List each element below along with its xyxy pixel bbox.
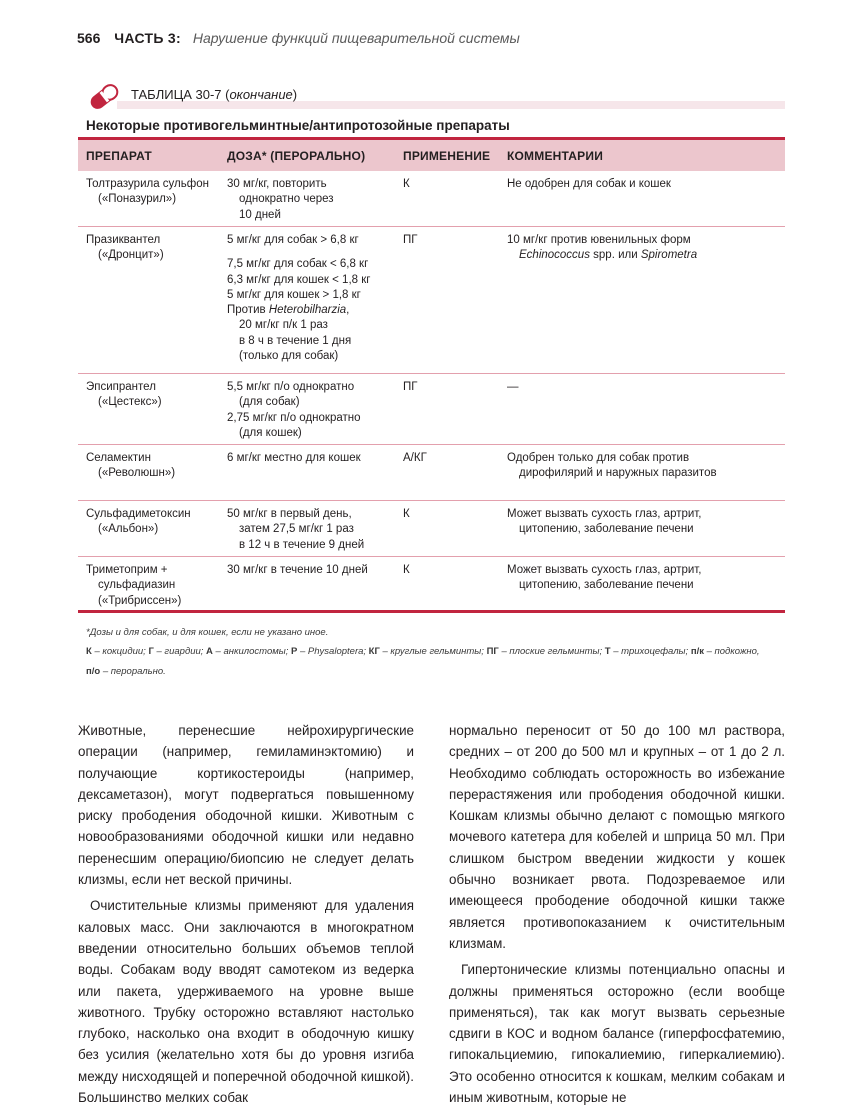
table-row-2-dose: 5 мг/кг для собак > 6,8 кг 7,5 мг/кг для собак < 6,8 кг 6,3 мг/кг для кошек < 1,8 кг 5 мг/кг для кошек > 1,8 кг Против Heterobilharzia, 20 мг/кг п/к 1 раз в 8 ч в течение 1 дня (только для собак) [227,234,371,363]
table-row-6-dose: 30 мг/кг в течение 10 дней [227,564,368,576]
table-row-3-use: ПГ [403,381,418,393]
body-paragraph: Очистительные клизмы применяют для удаления каловых масс. Они заключаются в многократном введении относительно больших объемов теплой воды. Собакам воду вводят самотеком из ведерка или пакета, удерживаемого на уровне выше животного. Трубку осторожно вставляют настолько глубоко, насколько она входит в ободочную кишку без усилия (желательно хотя бы до уровня изгиба между нисходящей и поперечной ободочной кишкой). Большинство мелких собак [78,898,414,1106]
table-row-5-comment: Может вызвать сухость глаз, артрит, цитопению, заболевание печени [507,508,702,536]
table-row-4-drug: Селамектин («Революшн») [86,452,176,480]
table-subtitle: Некоторые противогельминтные/антипротозойные препараты [86,118,510,133]
table-row-2-comment: 10 мг/кг против ювенильных форм Echinococcus spp. или Spirometra [507,234,698,262]
table-row-5-dose: 50 мг/кг в первый день, затем 27,5 мг/кг 1 раз в 12 ч в течение 9 дней [227,508,365,551]
running-header [77,30,520,46]
table-row-1-use: К [403,178,410,190]
table-row-2-use: ПГ [403,234,418,246]
table-row-6-drug: Триметоприм + сульфадиазин («Трибриссен») [86,564,182,607]
pill-icon [86,82,122,112]
row-separator [78,444,785,445]
body-column-left [78,720,414,1108]
body-paragraph: Животные, перенесшие нейрохирургические операции (например, гемиламинэктомию) и получающие кортикостероиды (например, дексаметазон), могут подвергаться повышенному риску прободения ободочной кишки. Животным с новообразованиями ободочной кишки или недавно перенесшим операцию/биопсию не следует делать клизмы, если нет веской причины. [78,723,414,888]
table-row-2-drug: Празиквантел («Дронцит») [86,234,164,262]
table-row-1-drug: Толтразурила сульфон («Поназурил») [86,178,209,206]
abbreviations-line-1: К – кокцидии; Г – гиардии; А – анкилостомы; Р – Physaloptera; КГ – круглые гельминты; ПГ – плоские гельминты; Т – трихоцефалы; п/к – подкожно, [86,646,760,657]
table-row-6-use: К [403,564,410,576]
row-separator [78,226,785,227]
column-header-use: ПРИМЕНЕНИЕ [403,149,491,163]
column-header-comments: КОММЕНТАРИИ [507,149,604,163]
table-row-4-use: А/КГ [403,452,427,464]
page-number: 566 [77,30,101,46]
body-paragraph: нормально переносит от 50 до 100 мл раствора, средних – от 200 до 500 мл и крупных – от 1 до 2 л. Необходимо соблюдать осторожность во избежание перерастяжения или прободения ободочной кишки. Кошкам клизмы обычно делают с помощью мягкого мочевого катетера для кобелей и шприца 50 мл. При слишком быстром введении жидкости у кошек обычно возникает рвота. Подозреваемое или имеющееся прободение ободочной кишки также является противопоказанием к очистительным клизмам. [449,723,785,951]
column-header-drug: ПРЕПАРАТ [86,149,152,163]
row-separator [78,556,785,557]
abbreviations-line-2: п/о – перорально. [86,666,166,677]
part-label: ЧАСТЬ 3: [114,30,181,46]
table-caption: ТАБЛИЦА 30-7 (окончание) [131,87,298,102]
table-row-4-comment: Одобрен только для собак против дирофилярий и наружных паразитов [507,452,717,480]
body-paragraph: Гипертонические клизмы потенциально опасны и должны применяться осторожно (если вообще применяться), так как могут вызвать серьезные сдвиги в КОС и водном балансе (гиперфосфатемию, гипокальциемию, гипокалиемию, гиперкалиемию). Это особенно относится к кошкам, мелким собакам и иным животным, которые не [449,962,785,1106]
table-row-3-comment: — [507,381,519,393]
row-separator [78,373,785,374]
table-row-4-dose: 6 мг/кг местно для кошек [227,452,361,464]
body-column-right [449,720,785,1108]
table-row-5-use: К [403,508,410,520]
table-footnote: *Дозы и для собак, и для кошек, если не указано иное. [86,627,329,638]
table-row-1-dose: 30 мг/кг, повторить однократно через 10 дней [227,178,334,221]
table-row-6-comment: Может вызвать сухость глаз, артрит, цитопению, заболевание печени [507,564,702,592]
table-row-3-dose: 5,5 мг/кг п/о однократно (для собак) 2,75 мг/кг п/о однократно (для кошек) [227,381,361,439]
table-bottom-rule [78,610,785,613]
row-separator [78,500,785,501]
table-row-5-drug: Сульфадиметоксин («Альбон») [86,508,191,536]
column-header-dose: ДОЗА* (ПЕРОРАЛЬНО) [227,149,366,163]
caption-band [117,101,785,109]
table-row-3-drug: Эпсипрантел («Цестекс») [86,381,162,409]
chapter-title: Нарушение функций пищеварительной системы [192,30,520,46]
table-row-1-comment: Не одобрен для собак и кошек [507,178,671,190]
